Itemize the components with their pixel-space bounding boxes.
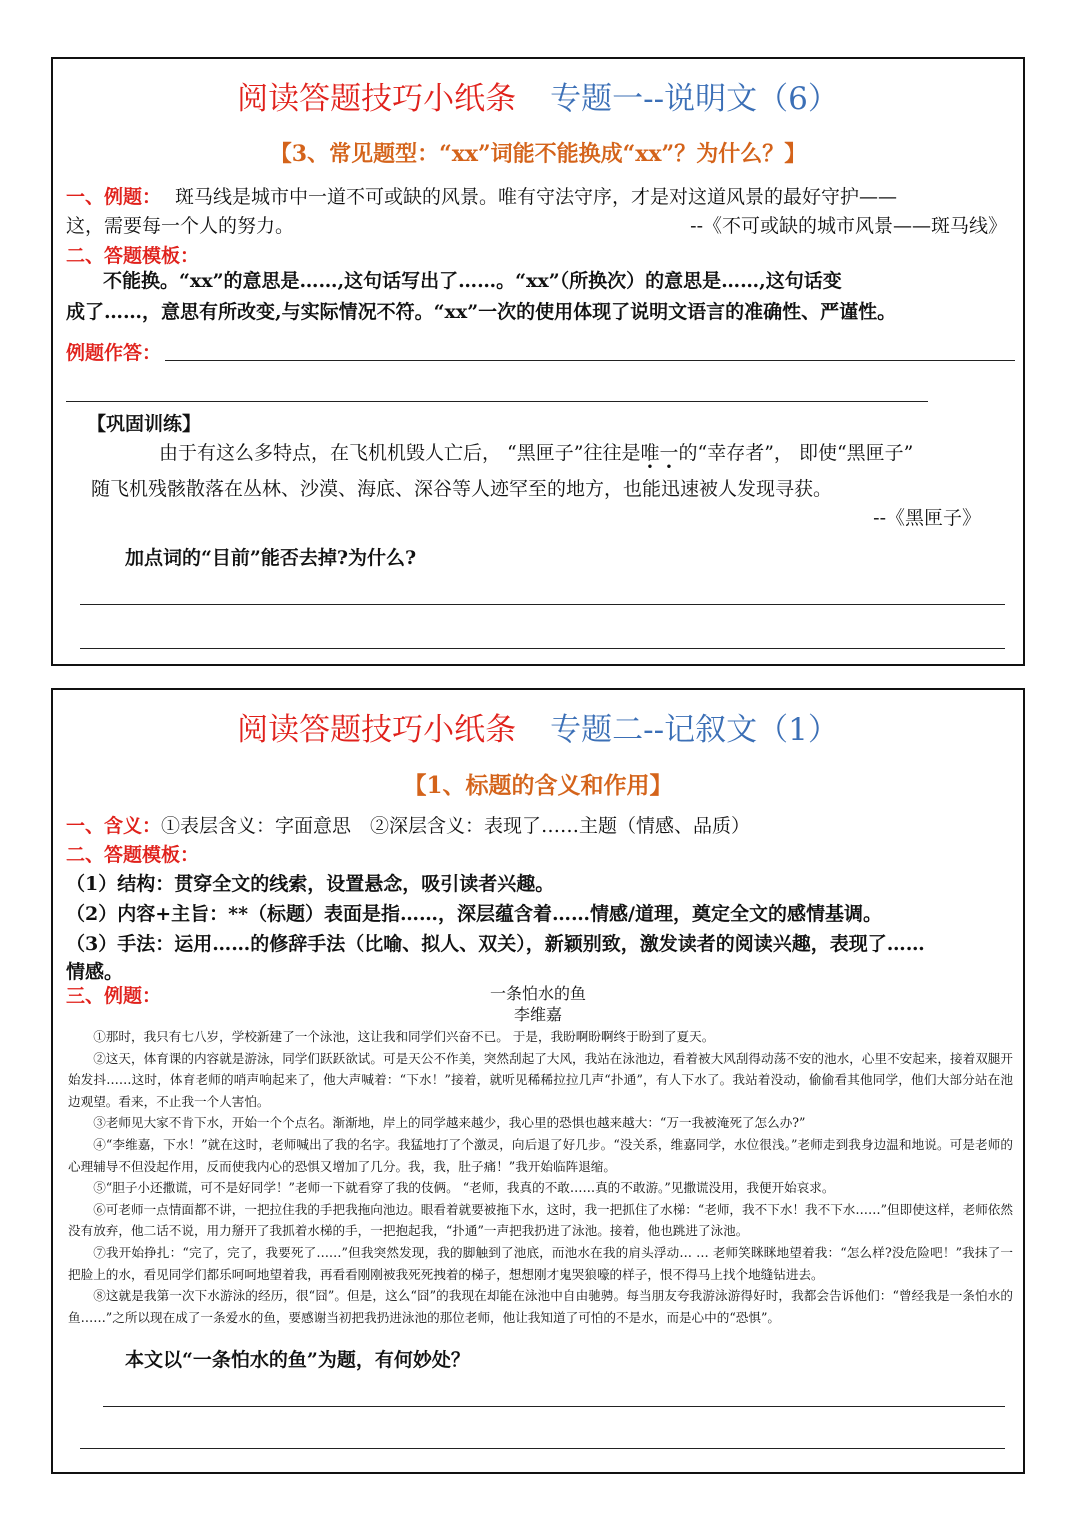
example-label: 三、例题：	[66, 985, 162, 1007]
template-item-3-line-1: （3）手法：运用……的修辞手法（比喻、拟人、双关），新颖别致，激发读者的阅读兴趣，表现了……	[66, 933, 925, 955]
story-paragraph: ⑤“胆子小还撒谎，可不是好同学！”老师一下就看穿了我的伎俩。 “老师，我真的不敢……真的不敢游。”见撒谎没用，我便开始哀求。	[93, 1180, 835, 1196]
title-main: 阅读答题技巧小纸条	[237, 712, 517, 748]
example-source: --《不可或缺的城市风景——斑马线》	[690, 215, 1007, 237]
answer-line-2[interactable]	[66, 401, 928, 402]
practice-text-2: 随飞机残骸散落在丛林、沙漠、海底、深谷等人迹罕至的地方，也能迅速被人发现寻获。	[91, 478, 833, 500]
dotted-char-2: 一	[659, 442, 679, 464]
question-type-heading: 【1、标题的含义和作用】	[403, 772, 673, 799]
practice-source: --《黑匣子》	[873, 507, 981, 529]
story-body	[68, 1026, 1013, 1328]
title-topic: 专题二--记叙文（1）	[550, 712, 839, 748]
story-paragraph: ③老师见大家不肯下水，开始一个个点名。渐渐地，岸上的同学越来越少，我心里的恐惧也越来越大：“万一我被淹死了怎么办?”	[93, 1115, 806, 1131]
template-item-3-line-2: 情感。	[66, 961, 124, 983]
answer-label: 例题作答：	[66, 342, 162, 364]
template-text-1: 不能换。“xx”的意思是……,这句话写出了……。“xx”（所换次）的意思是……,这句话变	[103, 270, 842, 292]
example-row	[66, 182, 897, 209]
card-title	[53, 73, 1023, 118]
dotted-char-1: 唯	[640, 442, 660, 464]
title-topic: 专题一--说明文（6）	[550, 81, 839, 117]
story-title: 一条怕水的鱼	[489, 984, 586, 1003]
practice-answer-line-1[interactable]	[80, 604, 1005, 605]
story-question: 本文以“一条怕水的鱼”为题，有何妙处？	[125, 1349, 470, 1371]
practice-text-1: 由于有这么多特点，在飞机机毁人亡后， “黑匣子”往往是唯一的“幸存者”， 即使“黑匣子”	[159, 442, 914, 464]
practice-answer-line-2[interactable]	[80, 648, 1005, 649]
template-label: 二、答题模板：	[66, 844, 200, 866]
example-text-1: 斑马线是城市中一道不可或缺的风景。唯有守法守序，才是对这道风景的最好守护——	[175, 186, 898, 208]
practice-question: 加点词的“目前”能否去掉?为什么?	[125, 547, 417, 569]
question-answer-line-2[interactable]	[80, 1448, 1005, 1449]
answer-line-1[interactable]	[165, 360, 1015, 361]
card-title	[53, 704, 1023, 749]
card-expository	[51, 57, 1025, 666]
story-paragraph: ④“李维嘉，下水！”就在这时，老师喊出了我的名字。我猛地打了个激灵，向后退了好几步。“没关系，维嘉同学，水位很浅。”老师走到我身边温和地说。可是老师的心理辅导不但没起作用，反而使我内心的恐惧又增加了几分。我，我，肚子痛！”我开始临阵退缩。	[68, 1136, 1013, 1174]
story-paragraph: ⑥可老师一点情面都不讲，一把拉住我的手把我拖向池边。眼看着就要被拖下水，这时，我一把抓住了水梯：“老师，我不下水！我不下水……”但即使这样，老师依然没有放弃，他二话不说，用力掰开了我抓着水梯的手，一把抱起我，“扑通”一声把我扔进了泳池。接着，他也跳进了泳池。	[68, 1201, 1013, 1239]
meaning-row	[66, 811, 750, 838]
example-label: 一、例题：	[66, 186, 162, 208]
template-text-2: 成了……，意思有所改变,与实际情况不符。“xx”一次的使用体现了说明文语言的准确性、严谨性。	[66, 301, 897, 323]
story-paragraph: ②这天，体育课的内容就是游泳，同学们跃跃欲试。可是天公不作美，突然刮起了大风，我站在泳池边，看着被大风刮得动荡不安的池水，心里不安起来，接着双腿开始发抖……这时，体育老师的哨声响起来了，他大声喊着：“下水！”接着，就听见稀稀拉拉几声“扑通”，有人下水了。我站着没动，偷偷看其他同学，他们大部分站在池边观望。看来，不止我一个人害怕。	[68, 1050, 1013, 1109]
story-paragraph: ⑧这就是我第一次下水游泳的经历，很“囧”。但是，这么“囧”的我现在却能在泳池中自由驰骋。每当朋友夸我游泳游得好时，我都会告诉他们：“曾经我是一条怕水的鱼……”之所以现在成了一条爱水的鱼，要感谢当初把我扔进泳池的那位老师，他让我知道了可怕的不是水，而是心中的“恐惧”。	[68, 1288, 1013, 1325]
card-narrative	[51, 688, 1025, 1474]
story-paragraph: ①那时，我只有七八岁，学校新建了一个泳池，这让我和同学们兴奋不已。 于是，我盼啊盼啊终于盼到了夏天。	[93, 1029, 715, 1044]
story-author: 李维嘉	[513, 1005, 562, 1024]
template-item-2: （2）内容+主旨：**（标题）表面是指……，深层蕴含着……情感/道理，奠定全文的感情基调。	[66, 903, 882, 925]
example-text-2: 这，需要每一个人的努力。	[66, 215, 295, 237]
meaning-label: 一、含义：	[66, 815, 162, 837]
story-paragraph: ⑦我开始挣扎：“完了，完了，我要死了……”但我突然发现，我的脚触到了池底，而池水在我的肩头浮动… … 老师笑眯眯地望着我：“怎么样?没危险吧！”我抹了一把脸上的水，看见同学们都乐呵呵地望着我，再看看刚刚被我死死拽着的梯子，想想刚才鬼哭狼嚎的样子，恨不得马上找个地缝钻进去。	[68, 1244, 1013, 1282]
question-type-heading: 【3、常见题型：“xx”词能不能换成“xx”？为什么？】	[269, 141, 807, 167]
title-main: 阅读答题技巧小纸条	[237, 81, 517, 117]
meaning-text: ①表层含义：字面意思 ②深层含义：表现了……主题（情感、品质）	[161, 815, 751, 837]
template-item-1: （1）结构：贯穿全文的线索，设置悬念，吸引读者兴趣。	[66, 873, 555, 895]
template-label: 二、答题模板：	[66, 245, 200, 267]
question-answer-line-1[interactable]	[103, 1406, 1005, 1407]
practice-label: 【巩固训练】	[87, 413, 202, 435]
